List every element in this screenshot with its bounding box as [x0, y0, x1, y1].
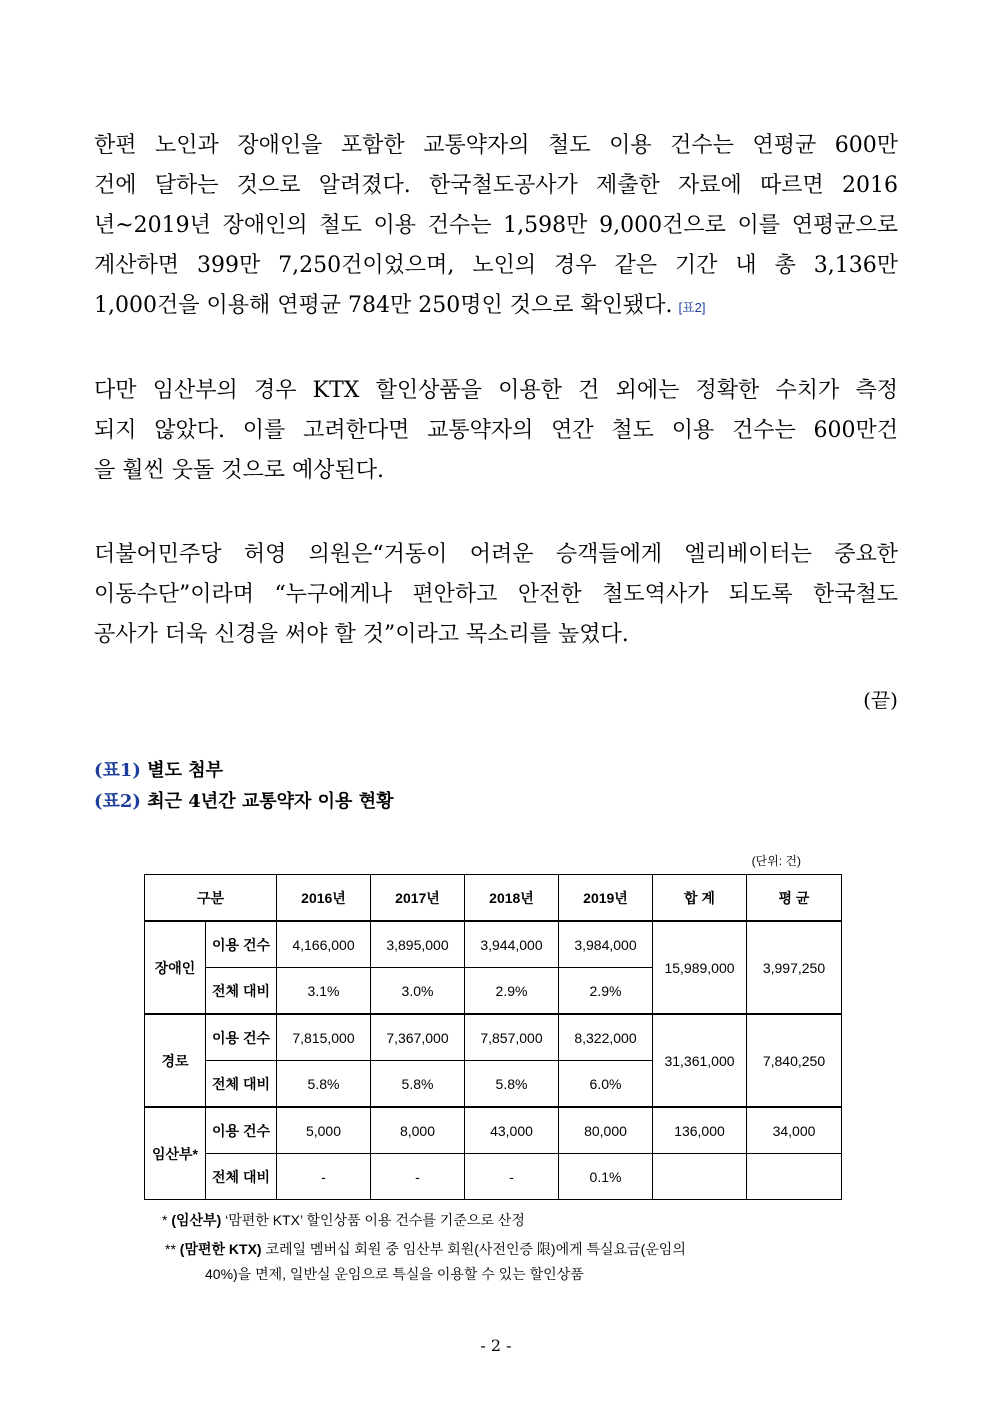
footnote-mark: * [162, 1212, 172, 1228]
table-header-row [145, 875, 842, 922]
table-row-label: 이용 건수 [206, 921, 277, 968]
table-row [145, 1154, 842, 1200]
table-row [145, 1014, 842, 1061]
table-cell: 3,984,000 [559, 921, 653, 968]
table-row [145, 1107, 842, 1154]
table-cell: 3.1% [277, 968, 371, 1015]
paragraph-2 [94, 371, 898, 491]
table-cell: - [371, 1154, 465, 1200]
footnote-term: (임산부) [171, 1212, 222, 1228]
table-header-cell: 2017년 [371, 875, 465, 922]
end-mark: (끝) [863, 688, 898, 712]
table-cell: 8,322,000 [559, 1014, 653, 1061]
table-cell: 5.8% [277, 1061, 371, 1108]
paragraph-1 [94, 126, 898, 326]
table-row [145, 921, 842, 968]
table-cell: 5,000 [277, 1107, 371, 1154]
table-cell: 3,944,000 [465, 921, 559, 968]
table-cell: 5.8% [371, 1061, 465, 1108]
paragraph-line: 되지 않았다. 이를 고려한다면 교통약자의 연간 철도 이용 건수는 600만건 [94, 418, 898, 443]
table-average-cell [747, 1154, 842, 1200]
table-cell: 0.1% [559, 1154, 653, 1200]
table-row-label: 전체 대비 [206, 1154, 277, 1200]
footnote-1 [162, 1209, 525, 1231]
table-average-cell: 3,997,250 [747, 921, 842, 1014]
table-header-cell: 구분 [145, 875, 277, 922]
table-header-cell: 2016년 [277, 875, 371, 922]
table-row-label: 전체 대비 [206, 968, 277, 1015]
footnote-text: ‘맘편한 KTX’ 할인상품 이용 건수를 기준으로 산정 [221, 1212, 525, 1228]
table-cell: 3.0% [371, 968, 465, 1015]
table-cell: - [277, 1154, 371, 1200]
paragraph-line-text: 1,000건을 이용해 연평균 784만 250명인 것으로 확인됐다. [94, 293, 673, 318]
table-cell: 8,000 [371, 1107, 465, 1154]
table-cell: - [465, 1154, 559, 1200]
table-unit: (단위: 건) [751, 854, 801, 868]
table-header-cell: 합 계 [653, 875, 747, 922]
table-cell: 4,166,000 [277, 921, 371, 968]
table-cell: 80,000 [559, 1107, 653, 1154]
paragraph-line: 을 훨씬 웃돌 것으로 예상된다. [94, 458, 384, 483]
attachment-tag[interactable]: (표1) [94, 760, 141, 781]
table-group-label: 임산부* [145, 1107, 206, 1200]
table-cell: 2.9% [559, 968, 653, 1015]
paragraph-line: 다만 임산부의 경우 KTX 할인상품을 이용한 건 외에는 정확한 수치가 측정 [94, 378, 898, 403]
attachment-1 [94, 756, 223, 786]
table-total-cell: 15,989,000 [653, 921, 747, 1014]
paragraph-line: 한편 노인과 장애인을 포함한 교통약자의 철도 이용 건수는 연평균 600만 [94, 133, 898, 158]
paragraph-line: 더불어민주당 허영 의원은“거동이 어려운 승객들에게 엘리베이터는 중요한 [94, 542, 898, 567]
paragraph-3 [94, 535, 898, 655]
paragraph-line: 이동수단”이라며 “누구에게나 편안하고 안전한 철도역사가 되도록 한국철도 [94, 582, 898, 607]
paragraph-line: 년~2019년 장애인의 철도 이용 건수는 1,598만 9,000건으로 이를 연평균으로 [94, 213, 898, 238]
attachment-2 [94, 787, 393, 817]
attachment-text: 최근 4년간 교통약자 이용 현황 [147, 791, 394, 812]
paragraph-line: 계산하면 399만 7,250건이었으며, 노인의 경우 같은 기간 내 총 3,136만 [94, 253, 898, 278]
table-reference-link[interactable]: [표2] [678, 300, 706, 315]
table-cell: 43,000 [465, 1107, 559, 1154]
table-cell: 5.8% [465, 1061, 559, 1108]
footnote-term: (맘편한 KTX) [179, 1241, 262, 1257]
paragraph-line: 공사가 더욱 신경을 써야 할 것”이라고 목소리를 높였다. [94, 622, 629, 647]
table-header-cell: 2019년 [559, 875, 653, 922]
table-group-label: 장애인 [145, 921, 206, 1014]
footnote-mark: ** [165, 1241, 180, 1257]
table-row-label: 이용 건수 [206, 1107, 277, 1154]
usage-table [144, 874, 842, 1200]
footnote-text: 코레일 멤버십 회원 중 임산부 회원(사전인증 限)에게 특실요금(운임의 [261, 1241, 686, 1257]
footnote-2-continued: 40%)을 면제, 일반실 운임으로 특실을 이용할 수 있는 할인상품 [205, 1266, 584, 1282]
table-header-cell: 평 균 [747, 875, 842, 922]
table-average-cell: 7,840,250 [747, 1014, 842, 1107]
table-cell: 7,367,000 [371, 1014, 465, 1061]
page-number: - 2 - [480, 1336, 512, 1355]
footnote-2 [165, 1238, 686, 1260]
paragraph-line-last [94, 286, 898, 326]
table-header-cell: 2018년 [465, 875, 559, 922]
table-cell: 7,815,000 [277, 1014, 371, 1061]
table-total-cell: 31,361,000 [653, 1014, 747, 1107]
table-row-label: 이용 건수 [206, 1014, 277, 1061]
attachment-text: 별도 첨부 [147, 760, 224, 781]
table-total-cell: 136,000 [653, 1107, 747, 1154]
table-cell: 2.9% [465, 968, 559, 1015]
attachment-tag[interactable]: (표2) [94, 791, 141, 812]
table-group-label: 경로 [145, 1014, 206, 1107]
paragraph-line: 건에 달하는 것으로 알려졌다. 한국철도공사가 제출한 자료에 따르면 2016 [94, 173, 898, 198]
table-average-cell: 34,000 [747, 1107, 842, 1154]
table-cell: 6.0% [559, 1061, 653, 1108]
table-cell: 3,895,000 [371, 921, 465, 968]
table-cell: 7,857,000 [465, 1014, 559, 1061]
table-row-label: 전체 대비 [206, 1061, 277, 1108]
table-total-cell [653, 1154, 747, 1200]
